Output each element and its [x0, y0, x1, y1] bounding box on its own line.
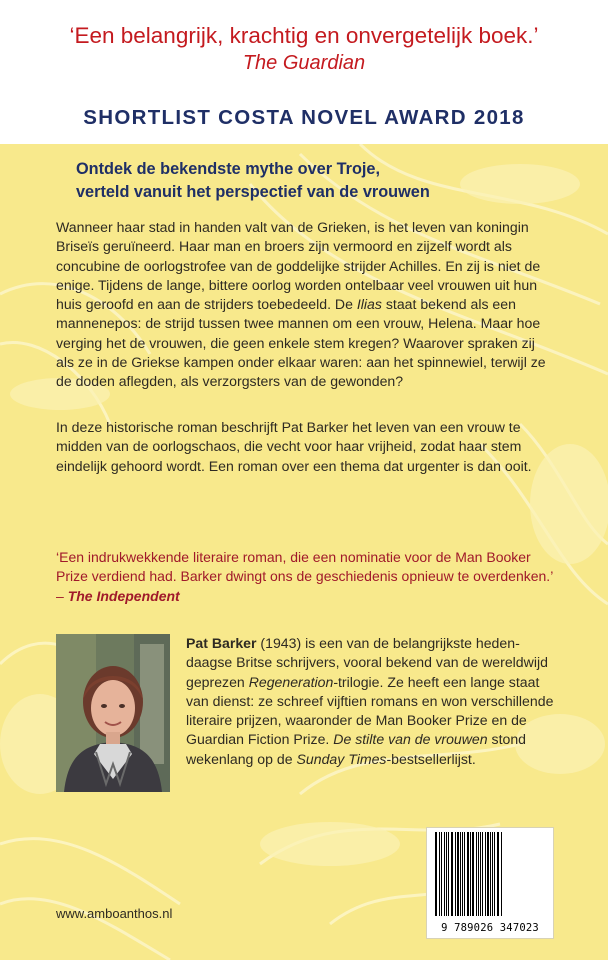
barcode-bar [455, 832, 456, 916]
author-portrait-illustration [56, 634, 170, 792]
barcode-bar [464, 832, 465, 916]
heading-line-2: verteld vanuit het perspectief van de vrouwen [76, 183, 430, 201]
barcode-bar [467, 832, 469, 916]
regeneration-title: Regeneration [248, 673, 334, 690]
barcode-bar [462, 832, 463, 916]
independent-quote-text: ‘Een indrukwekkende literaire roman, die een nominatie voor de Man Booker Prize verdiend had. Barker dwingt ons de geschiedenis opnieuw te overdenken.’ – [56, 549, 553, 604]
barcode-bar [460, 832, 461, 916]
bio-text-4: -bestsellerlijst. [386, 750, 476, 767]
sunday-times-title: Sunday Times [296, 750, 387, 767]
heading-line-1: Ontdek de bekendste mythe over Troje, [76, 160, 381, 178]
barcode-bar [480, 832, 481, 916]
barcode-bar [476, 832, 477, 916]
barcode-bar [457, 832, 459, 916]
barcode-bar [487, 832, 489, 916]
author-bio [186, 634, 558, 769]
cover-heading [76, 158, 546, 204]
bio-text-1: (1943) is een van de belangrijkste hedendaagse Britse schrijvers, vooral bekend van de wereldwijd geprezen [186, 635, 548, 690]
barcode-bar [472, 832, 474, 916]
guardian-quote [0, 22, 608, 76]
independent-quote [56, 548, 556, 606]
barcode-bar [497, 832, 499, 916]
guardian-quote-text: ‘Een belangrijk, krachtig en onvergetelijk boek.’ [69, 23, 539, 48]
barcode-bar [470, 832, 471, 916]
synopsis-text-b: staat bekend als een mannenepos: de strijd tussen twee mannen om een vrouw, Helena. Maar hoe verging het de vrouwen, die geen enkele stem kregen? Waarover spraken zij als ze in de Griekse kampen onder elkaar waren: aan het spinnewiel, terwijl ze de doden aflegden, als verzorgsters van de gewonden? [56, 296, 546, 390]
isbn-barcode [426, 827, 554, 939]
top-white-band [0, 0, 608, 144]
barcode-bars [431, 832, 551, 918]
bio-text-2: -trilogie. Ze heeft een lange staat van dienst: ze schreef vijftien romans en won verschillende literaire prijzen, waaronder de Man Booker Prize en de Guardian Fiction Prize. [186, 673, 554, 748]
barcode-bar [435, 832, 437, 916]
shortlist-award-banner: SHORTLIST COSTA NOVEL AWARD 2018 [83, 106, 525, 129]
guardian-quote-source: The Guardian [242, 52, 366, 74]
bio-text-3: stond wekenlang op de [186, 731, 527, 767]
synopsis-text-a: Wanneer haar stad in handen valt van de Grieken, is het leven van koningin Briseïs geruïneerd. Haar man en broers zijn vermoord en zijzelf wordt als concubine de oorlogstrofee van de goddelijke strijder Achilles. En zij is niet de enige. Tijdens de lange, bittere oorlog worden ontelbaar veel vrouwen uit hun huis geroofd en aan de strijders toebedeeld. De [56, 219, 541, 313]
barcode-bar [444, 832, 445, 916]
barcode-bar [441, 832, 442, 916]
author-photo [56, 634, 170, 792]
barcode-bar [451, 832, 453, 916]
barcode-bar [485, 832, 486, 916]
yellow-back-cover [0, 144, 608, 960]
barcode-bar [482, 832, 483, 916]
synopsis-paragraph-1 [56, 218, 556, 392]
barcode-bar [490, 832, 491, 916]
barcode-bar [448, 832, 449, 916]
barcode-bar [494, 832, 495, 916]
isbn-number: 9 789026 347023 [441, 922, 539, 934]
book-title: De stilte van de vrouwen [333, 731, 488, 748]
barcode-bar [478, 832, 479, 916]
synopsis-paragraph-2: In deze historische roman beschrijft Pat Barker het leven van een vrouw te midden van de oorlogschaos, die vecht voor haar vrijheid, zodat haar stem eindelijk gehoord wordt. Een roman over een thema dat urgenter is dan ooit. [56, 419, 532, 474]
publisher-website: www.amboanthos.nl [56, 906, 173, 921]
author-name: Pat Barker [186, 635, 257, 651]
barcode-bar [446, 832, 447, 916]
independent-quote-source: The Independent [67, 587, 180, 604]
barcode-bar [492, 832, 493, 916]
barcode-bar [501, 832, 502, 916]
barcode-bar [439, 832, 440, 916]
ilias-title: Ilias [356, 296, 382, 313]
